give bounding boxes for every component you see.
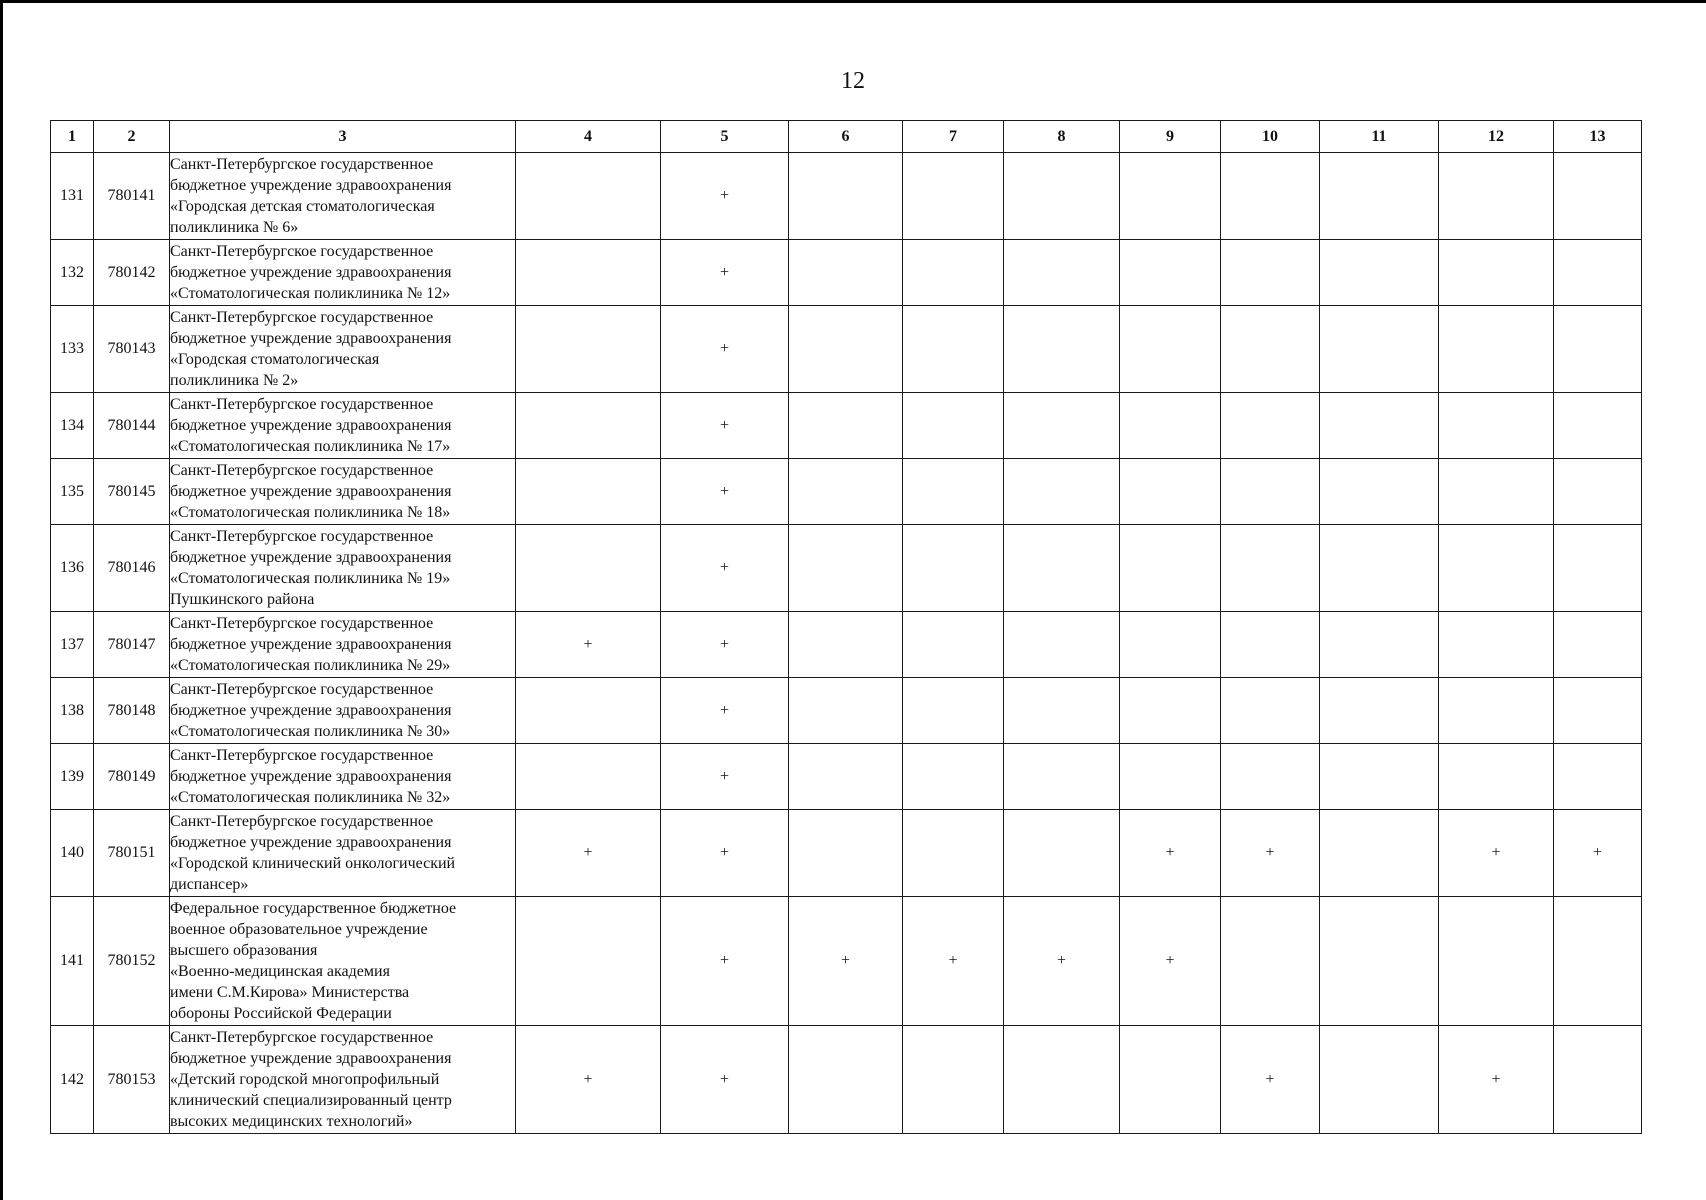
organization-name-line: диспансер» [170,876,249,893]
mark-cell-col-11 [1320,393,1439,459]
mark-cell-col-10: + [1221,1026,1320,1134]
mark-cell-col-10 [1221,153,1320,240]
mark-cell-col-4: + [516,612,661,678]
mark-cell-col-10 [1221,525,1320,612]
organization-name [170,459,516,525]
organization-code: 780145 [94,459,170,525]
mark-cell-col-13 [1554,459,1642,525]
column-header-10: 10 [1221,121,1320,153]
mark-cell-col-10 [1221,612,1320,678]
mark-cell-col-8 [1004,306,1120,393]
mark-cell-col-13 [1554,153,1642,240]
mark-cell-col-7 [903,459,1004,525]
table-row [51,612,1642,678]
organization-name [170,525,516,612]
mark-cell-col-13 [1554,240,1642,306]
mark-cell-col-8 [1004,612,1120,678]
mark-cell-col-10 [1221,744,1320,810]
mark-cell-col-5: + [661,1026,789,1134]
row-number: 138 [51,678,94,744]
mark-cell-col-11 [1320,153,1439,240]
organization-name-line: «Стоматологическая поликлиника № 32» [170,789,451,806]
mark-cell-col-4 [516,678,661,744]
mark-cell-col-5: + [661,678,789,744]
mark-cell-col-12 [1439,525,1554,612]
organization-name-line: обороны Российской Федерации [170,1005,392,1022]
mark-cell-col-7 [903,678,1004,744]
mark-cell-col-11 [1320,612,1439,678]
column-header-6: 6 [789,121,903,153]
column-header-5: 5 [661,121,789,153]
table-row [51,810,1642,897]
organization-name-line: бюджетное учреждение здравоохранения [170,702,452,719]
mark-cell-col-6 [789,240,903,306]
mark-cell-col-11 [1320,744,1439,810]
mark-cell-col-4 [516,153,661,240]
mark-cell-col-8 [1004,810,1120,897]
organization-name-line: «Стоматологическая поликлиника № 17» [170,438,451,455]
organization-name-line: Федеральное государственное бюджетное [170,900,457,917]
organization-name-line: высшего образования [170,942,318,959]
organization-name [170,393,516,459]
mark-cell-col-7 [903,306,1004,393]
organization-name [170,897,516,1026]
mark-cell-col-6 [789,393,903,459]
mark-cell-col-10 [1221,678,1320,744]
mark-cell-col-12 [1439,306,1554,393]
mark-cell-col-7 [903,810,1004,897]
organization-code: 780143 [94,306,170,393]
mark-cell-col-9: + [1120,897,1221,1026]
organization-code: 780147 [94,612,170,678]
mark-cell-col-12 [1439,459,1554,525]
mark-cell-col-9 [1120,306,1221,393]
mark-cell-col-8 [1004,744,1120,810]
mark-cell-col-5: + [661,153,789,240]
table-row [51,459,1642,525]
mark-cell-col-5: + [661,306,789,393]
mark-cell-col-13 [1554,306,1642,393]
mark-cell-col-4 [516,393,661,459]
row-number: 140 [51,810,94,897]
row-number: 139 [51,744,94,810]
row-number: 135 [51,459,94,525]
organization-name-line: «Стоматологическая поликлиника № 12» [170,285,451,302]
mark-cell-col-7 [903,393,1004,459]
table-row [51,1026,1642,1134]
row-number: 137 [51,612,94,678]
mark-cell-col-11 [1320,525,1439,612]
table-row [51,306,1642,393]
organization-name [170,678,516,744]
mark-cell-col-12 [1439,393,1554,459]
table-row [51,240,1642,306]
mark-cell-col-8 [1004,459,1120,525]
mark-cell-col-4 [516,525,661,612]
organization-name-line: бюджетное учреждение здравоохранения [170,549,452,566]
mark-cell-col-5: + [661,393,789,459]
row-number: 141 [51,897,94,1026]
mark-cell-col-4 [516,744,661,810]
row-number: 142 [51,1026,94,1134]
mark-cell-col-9 [1120,153,1221,240]
mark-cell-col-11 [1320,897,1439,1026]
mark-cell-col-6 [789,612,903,678]
mark-cell-col-9 [1120,393,1221,459]
row-number: 136 [51,525,94,612]
mark-cell-col-8 [1004,678,1120,744]
organization-name [170,240,516,306]
organization-name-line: Санкт-Петербургское государственное [170,813,434,830]
mark-cell-col-7: + [903,897,1004,1026]
mark-cell-col-11 [1320,678,1439,744]
mark-cell-col-4 [516,459,661,525]
mark-cell-col-11 [1320,240,1439,306]
mark-cell-col-5: + [661,240,789,306]
mark-cell-col-10 [1221,897,1320,1026]
mark-cell-col-12: + [1439,1026,1554,1134]
organization-name-line: Санкт-Петербургское государственное [170,156,434,173]
mark-cell-col-5: + [661,744,789,810]
mark-cell-col-11 [1320,459,1439,525]
mark-cell-col-11 [1320,1026,1439,1134]
mark-cell-col-12 [1439,240,1554,306]
organization-name-line: бюджетное учреждение здравоохранения [170,1050,452,1067]
organization-name-line: поликлиника № 2» [170,372,299,389]
table-row [51,744,1642,810]
mark-cell-col-8 [1004,525,1120,612]
organization-name-line: бюджетное учреждение здравоохранения [170,483,452,500]
organization-name-line: имени С.М.Кирова» Министерства [170,984,410,1001]
column-header-2: 2 [94,121,170,153]
organization-name-line: клинический специализированный центр [170,1092,452,1109]
column-header-8: 8 [1004,121,1120,153]
organization-name-line: высоких медицинских технологий» [170,1113,413,1130]
organization-name-line: Санкт-Петербургское государственное [170,681,434,698]
mark-cell-col-11 [1320,306,1439,393]
organization-name-line: «Городской клинический онкологический [170,855,456,872]
mark-cell-col-13 [1554,393,1642,459]
organization-code: 780148 [94,678,170,744]
organization-name-line: бюджетное учреждение здравоохранения [170,177,452,194]
mark-cell-col-13 [1554,744,1642,810]
organization-name-line: «Городская стоматологическая [170,351,380,368]
organization-name-line: бюджетное учреждение здравоохранения [170,768,452,785]
mark-cell-col-4: + [516,810,661,897]
mark-cell-col-12: + [1439,810,1554,897]
mark-cell-col-13 [1554,1026,1642,1134]
scan-left-edge [0,0,3,1200]
mark-cell-col-9 [1120,1026,1221,1134]
mark-cell-col-8 [1004,1026,1120,1134]
mark-cell-col-7 [903,240,1004,306]
organization-name-line: «Стоматологическая поликлиника № 30» [170,723,451,740]
organization-name-line: Пушкинского района [170,591,315,608]
organization-name-line: Санкт-Петербургское государственное [170,1029,434,1046]
column-header-7: 7 [903,121,1004,153]
table-body [51,153,1642,1134]
column-header-11: 11 [1320,121,1439,153]
organization-name-line: поликлиника № 6» [170,219,299,236]
mark-cell-col-6 [789,1026,903,1134]
organization-name-line: бюджетное учреждение здравоохранения [170,834,452,851]
mark-cell-col-12 [1439,678,1554,744]
organization-name [170,744,516,810]
organization-code: 780141 [94,153,170,240]
table-row [51,897,1642,1026]
mark-cell-col-7 [903,525,1004,612]
mark-cell-col-12 [1439,744,1554,810]
mark-cell-col-5: + [661,525,789,612]
mark-cell-col-9 [1120,240,1221,306]
mark-cell-col-10 [1221,393,1320,459]
organization-name-line: «Городская детская стоматологическая [170,198,435,215]
organization-code: 780152 [94,897,170,1026]
mark-cell-col-5: + [661,897,789,1026]
table-row [51,525,1642,612]
mark-cell-col-5: + [661,612,789,678]
mark-cell-col-13 [1554,678,1642,744]
column-header-1: 1 [51,121,94,153]
mark-cell-col-13: + [1554,810,1642,897]
registry-table [50,120,1642,1134]
mark-cell-col-9 [1120,678,1221,744]
mark-cell-col-10: + [1221,810,1320,897]
mark-cell-col-4 [516,897,661,1026]
scan-top-edge [0,0,1706,3]
mark-cell-col-9 [1120,459,1221,525]
mark-cell-col-8 [1004,240,1120,306]
mark-cell-col-13 [1554,612,1642,678]
mark-cell-col-10 [1221,240,1320,306]
row-number: 132 [51,240,94,306]
organization-name-line: «Стоматологическая поликлиника № 18» [170,504,451,521]
mark-cell-col-11 [1320,810,1439,897]
organization-code: 780151 [94,810,170,897]
mark-cell-col-4 [516,306,661,393]
mark-cell-col-8 [1004,153,1120,240]
mark-cell-col-4: + [516,1026,661,1134]
row-number: 131 [51,153,94,240]
column-header-9: 9 [1120,121,1221,153]
organization-code: 780153 [94,1026,170,1134]
mark-cell-col-6 [789,678,903,744]
row-number: 134 [51,393,94,459]
organization-name-line: Санкт-Петербургское государственное [170,396,434,413]
mark-cell-col-10 [1221,306,1320,393]
organization-name-line: бюджетное учреждение здравоохранения [170,417,452,434]
mark-cell-col-5: + [661,810,789,897]
table-row [51,393,1642,459]
mark-cell-col-13 [1554,897,1642,1026]
table-row [51,153,1642,240]
mark-cell-col-6 [789,744,903,810]
column-header-4: 4 [516,121,661,153]
mark-cell-col-7 [903,744,1004,810]
mark-cell-col-6: + [789,897,903,1026]
column-header-12: 12 [1439,121,1554,153]
organization-name [170,306,516,393]
organization-name-line: военное образовательное учреждение [170,921,428,938]
mark-cell-col-6 [789,306,903,393]
table-row [51,678,1642,744]
mark-cell-col-9 [1120,525,1221,612]
page-number: 12 [841,68,865,94]
mark-cell-col-9: + [1120,810,1221,897]
organization-name-line: «Военно-медицинская академия [170,963,390,980]
mark-cell-col-9 [1120,612,1221,678]
organization-name-line: Санкт-Петербургское государственное [170,528,434,545]
mark-cell-col-8: + [1004,897,1120,1026]
mark-cell-col-12 [1439,897,1554,1026]
mark-cell-col-7 [903,153,1004,240]
mark-cell-col-7 [903,612,1004,678]
organization-name-line: «Стоматологическая поликлиника № 29» [170,657,451,674]
mark-cell-col-10 [1221,459,1320,525]
organization-name-line: бюджетное учреждение здравоохранения [170,330,452,347]
row-number: 133 [51,306,94,393]
organization-code: 780142 [94,240,170,306]
header-row [51,121,1642,153]
organization-name [170,810,516,897]
organization-code: 780146 [94,525,170,612]
organization-name-line: Санкт-Петербургское государственное [170,462,434,479]
mark-cell-col-12 [1439,153,1554,240]
mark-cell-col-13 [1554,525,1642,612]
mark-cell-col-6 [789,153,903,240]
organization-name-line: бюджетное учреждение здравоохранения [170,264,452,281]
mark-cell-col-4 [516,240,661,306]
mark-cell-col-8 [1004,393,1120,459]
organization-name-line: бюджетное учреждение здравоохранения [170,636,452,653]
organization-code: 780149 [94,744,170,810]
organization-name-line: Санкт-Петербургское государственное [170,615,434,632]
organization-name-line: Санкт-Петербургское государственное [170,747,434,764]
mark-cell-col-6 [789,459,903,525]
mark-cell-col-9 [1120,744,1221,810]
mark-cell-col-5: + [661,459,789,525]
column-header-13: 13 [1554,121,1642,153]
organization-name-line: «Детский городской многопрофильный [170,1071,440,1088]
organization-name [170,1026,516,1134]
mark-cell-col-6 [789,810,903,897]
mark-cell-col-12 [1439,612,1554,678]
organization-name [170,153,516,240]
mark-cell-col-6 [789,525,903,612]
organization-name-line: Санкт-Петербургское государственное [170,243,434,260]
organization-name-line: «Стоматологическая поликлиника № 19» [170,570,451,587]
mark-cell-col-7 [903,1026,1004,1134]
organization-code: 780144 [94,393,170,459]
column-header-3: 3 [170,121,516,153]
organization-name-line: Санкт-Петербургское государственное [170,309,434,326]
organization-name [170,612,516,678]
